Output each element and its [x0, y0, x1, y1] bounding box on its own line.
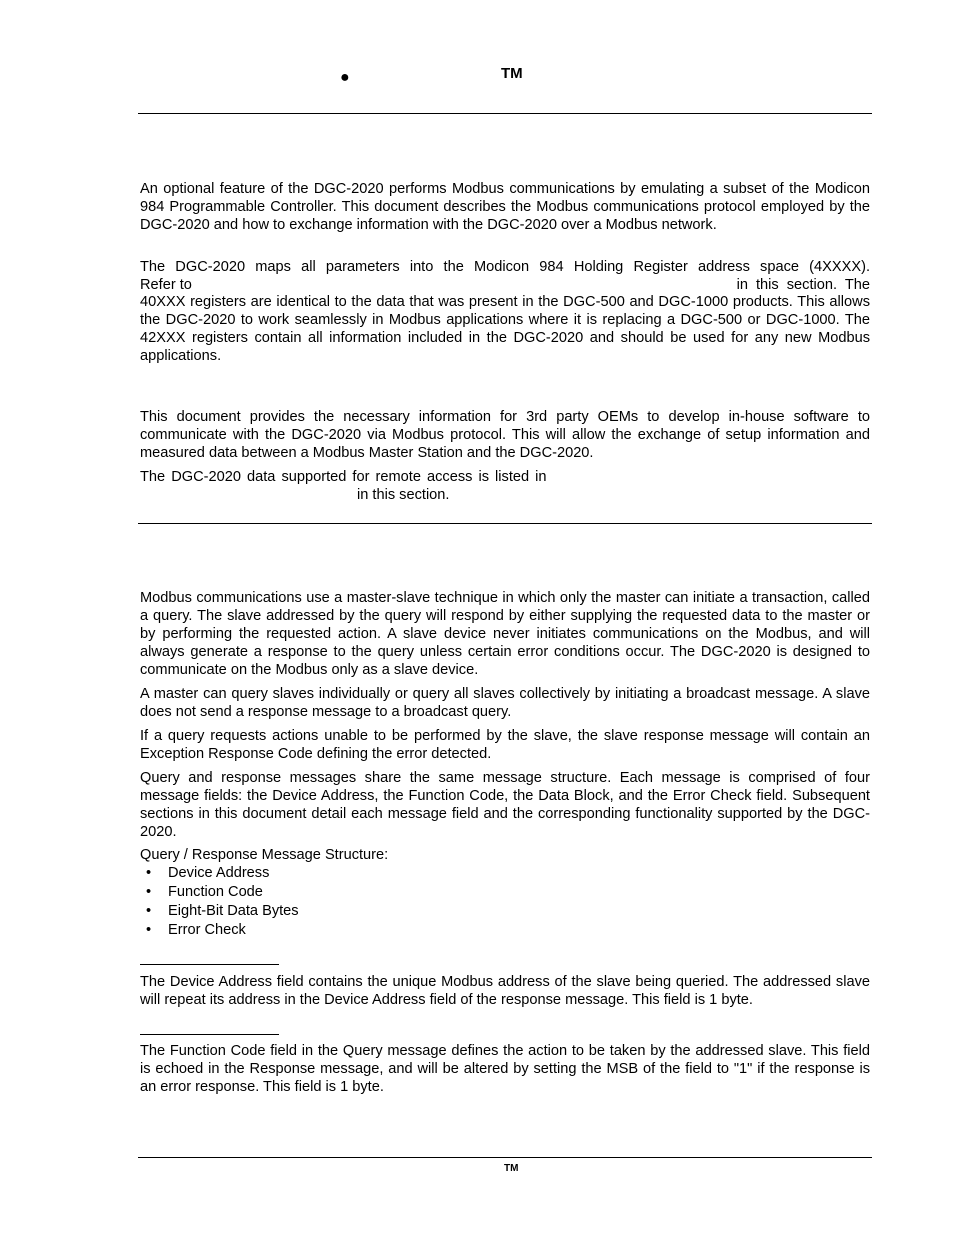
footer-rule [138, 1157, 872, 1158]
function-code-paragraph: The Function Code field in the Query message defines the action to be taken by the addressed slave. This field is echoed in the Response message, and will be altered by setting the MSB of the field to "1" if the response is an error response. This field is 1 byte. [140, 1043, 870, 1095]
device-address-paragraph: The Device Address field contains the unique Modbus address of the slave being queried. The addressed slave will repeat its address in the Device Address field of the response message. This field is 1 byte. [140, 974, 870, 1008]
list-item: • Function Code [146, 884, 263, 900]
general-paragraph-2a: The DGC-2020 data supported for remote access is listed in [140, 469, 547, 485]
device-address-rule [140, 964, 279, 965]
list-item: • Device Address [146, 865, 270, 881]
comm-paragraph-4: Query and response messages share the same message structure. Each message is comprised of four message fields: the Device Address, the Function Code, the Data Block, and the Error Check field. Subsequent sections in this document detail each message field and the corresponding functionality supported by the DGC-2020. [140, 770, 870, 840]
bullet-icon: • [146, 922, 152, 938]
general-paragraph-1: This document provides the necessary information for 3rd party OEMs to develop in-house software to communicate with the DGC-2020 via Modbus protocol. This will allow the exchange of setup information and measured data between a Modbus Master Station and the DGC-2020. [140, 409, 870, 461]
structure-label: Query / Response Message Structure: [140, 847, 389, 863]
list-item: • Error Check [146, 922, 246, 938]
general-paragraph-2b: in this section. [357, 487, 450, 503]
bullet-icon: • [146, 884, 152, 900]
section-rule [138, 523, 872, 524]
intro-paragraph-2b-right: in this section. The [736, 277, 870, 293]
comm-paragraph-2: A master can query slaves individually or query all slaves collectively by initiating a broadcast message. A slave does not send a response message to a broadcast query. [140, 686, 870, 720]
bullet-icon: • [146, 865, 152, 881]
comm-paragraph-1: Modbus communications use a master-slave technique in which only the master can initiate a transaction, called a query. The slave addressed by the query will respond by either supplying the requested data to the master or by performing the requested action. A slave device never initiates communications on the Modbus, and will always generate a response to the query unless certain error conditions occur. The DGC-2020 is designed to communicate on the Modbus only as a slave device. [140, 590, 870, 678]
intro-paragraph-1: An optional feature of the DGC-2020 performs Modbus communications by emulating a subset of the Modicon 984 Programmable Controller. This document describes the Modbus communications protocol employed by the DGC-2020 and how to exchange information with the DGC-2020 over a Modbus network. [140, 181, 870, 233]
comm-paragraph-3: If a query requests actions unable to be performed by the slave, the slave response message will contain an Exception Response Code defining the error detected. [140, 728, 870, 762]
intro-paragraph-2b-left: Refer to [140, 277, 192, 293]
bullet-icon: • [146, 903, 152, 919]
message-structure-list [140, 864, 299, 940]
header-rule [138, 113, 872, 114]
header-trademark: TM [501, 65, 523, 82]
header-bullet-icon: ● [340, 69, 350, 86]
list-item: • Eight-Bit Data Bytes [146, 903, 299, 919]
intro-paragraph-2a: The DGC-2020 maps all parameters into the Modicon 984 Holding Register address space (4XXXX). [140, 259, 870, 275]
footer-trademark: TM [504, 1163, 519, 1174]
function-code-rule [140, 1034, 279, 1035]
intro-paragraph-2c: 40XXX registers are identical to the data that was present in the DGC-500 and DGC-1000 products. This allows the DGC-2020 to work seamlessly in Modbus applications where it is replacing a DGC-500 or DGC-1000. The 42XXX registers contain all information included in the DGC-2020 and should be used for any new Modbus applications. [140, 294, 870, 364]
